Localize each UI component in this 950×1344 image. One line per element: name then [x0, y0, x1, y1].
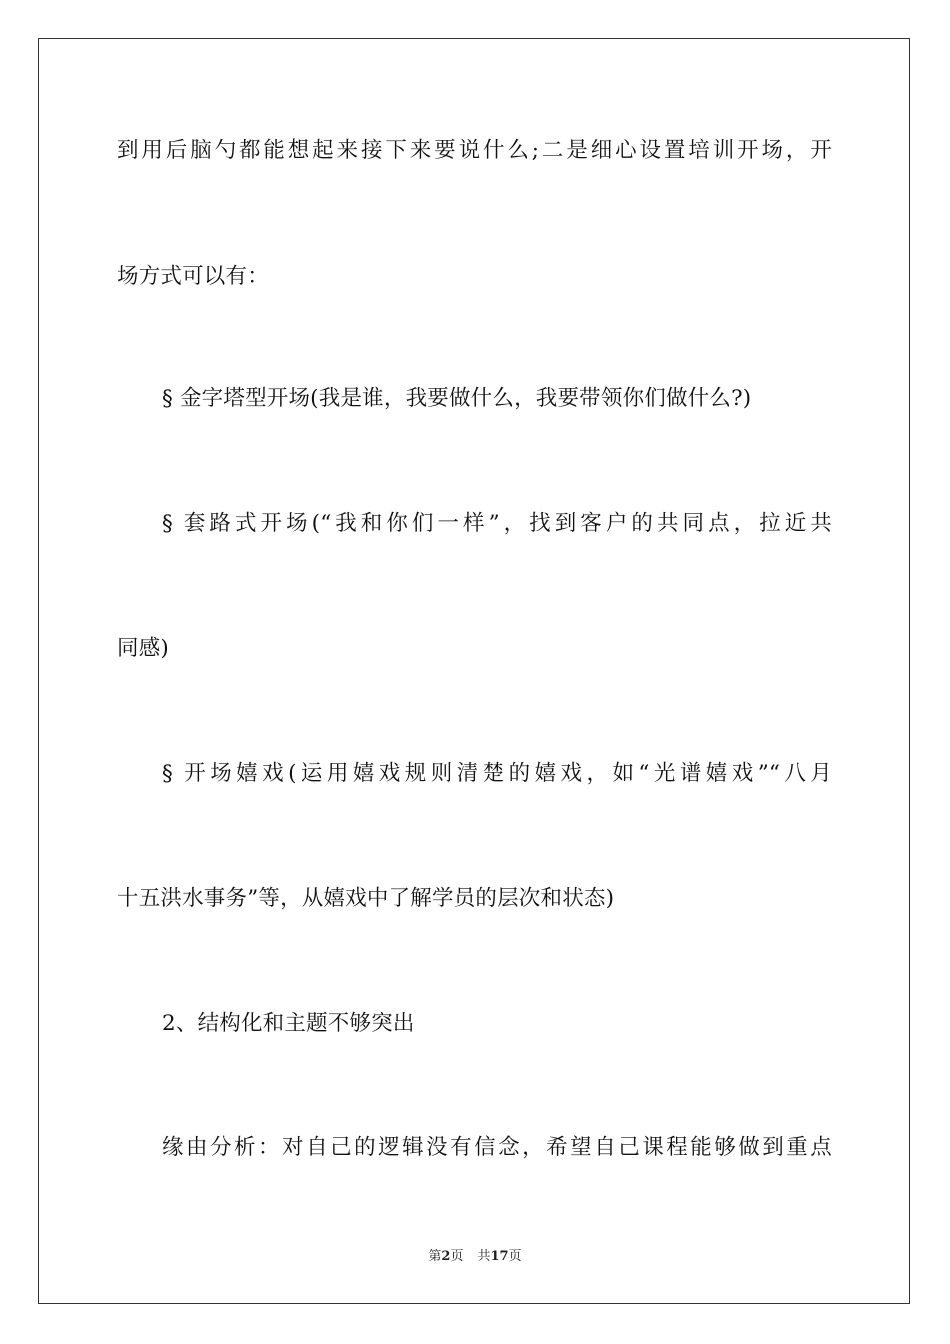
- bullet-pyramid-opening: § 金字塔型开场(我是谁，我要做什么，我要带领你们做什么?): [162, 386, 752, 411]
- body-line-7: 十五洪水事务”等，从嬉戏中了解学员的层次和状态): [117, 886, 615, 911]
- bullet-game-opening: § 开场嬉戏(运用嬉戏规则清楚的嬉戏，如“光谱嬉戏”“八月: [162, 761, 832, 786]
- footer-total-suffix: 页: [508, 1249, 522, 1264]
- footer-total-prefix: 共: [477, 1249, 491, 1264]
- body-line-1: 到用后脑勺都能想起来接下来要说什么;二是细心设置培训开场，开: [117, 138, 832, 163]
- page-border: [38, 38, 910, 1304]
- footer-page-suffix: 页: [450, 1249, 464, 1264]
- footer-total-pages: 17: [490, 1249, 509, 1264]
- page-footer: [0, 1248, 950, 1266]
- footer-page-number: 2: [441, 1249, 451, 1264]
- section-heading-2: 2、结构化和主题不够突出: [162, 1011, 415, 1036]
- body-line-2: 场方式可以有：: [117, 264, 269, 289]
- body-line-9: 缘由分析：对自己的逻辑没有信念，希望自己课程能够做到重点: [162, 1135, 832, 1160]
- footer-page-prefix: 第: [428, 1249, 442, 1264]
- bullet-routine-opening: § 套路式开场(“我和你们一样”，找到客户的共同点，拉近共: [162, 511, 832, 536]
- body-line-5: 同感): [117, 636, 169, 661]
